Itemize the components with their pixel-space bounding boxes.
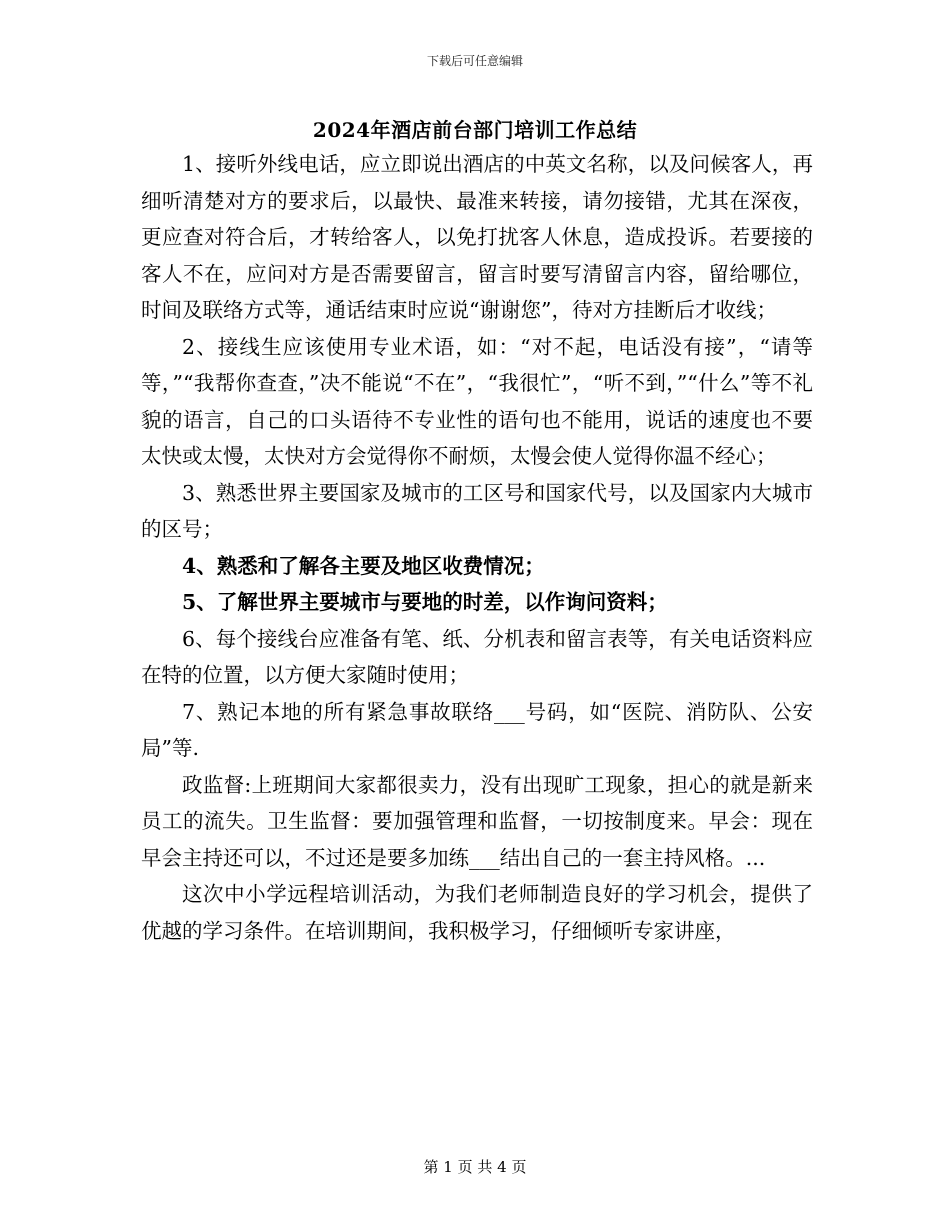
paragraph-9: 这次中小学远程培训活动，为我们老师制造良好的学习机会，提供了优越的学习条件。在培训期间，我积极学习，仔细倾听专家讲座， xyxy=(141,882,813,943)
paragraph-7: 7、熟记本地的所有紧急事故联络___号码，如“医院、消防队、公安局”等. xyxy=(141,699,813,760)
paragraph-1: 1、接听外线电话，应立即说出酒店的中英文名称，以及问候客人，再细听清楚对方的要求后，以最快、最准来转接，请勿接错，尤其在深夜，更应查对符合后，才转给客人，以免打扰客人休息，造成投诉。若要接的客人不在，应问对方是否需要留言，留言时要写清留言内容，留给哪位，时间及联络方式等，通话结束时应说“谢谢您”，待对方挂断后才收线； xyxy=(141,152,813,322)
document-title: 2024年酒店前台部门培训工作总结 xyxy=(312,118,638,142)
paragraph-6: 6、每个接线台应准备有笔、纸、分机表和留言表等，有关电话资料应在特的位置，以方便大家随时使用； xyxy=(141,626,813,687)
paragraph-5-bold: 5、了解世界主要城市与要地的时差，以作询问资料； xyxy=(182,590,668,614)
paragraph-3: 3、熟悉世界主要国家及城市的工区号和国家代号，以及国家内大城市的区号； xyxy=(141,480,813,541)
page-footer: 第 1 页 共 4 页 xyxy=(423,1158,527,1176)
header-note: 下载后可任意编辑 xyxy=(426,54,523,68)
paragraph-2: 2、接线生应该使用专业术语，如：“对不起，电话没有接”，“请等等，”“我帮你查查，”决不能说“不在”，“我很忙”，“听不到，”“什么”等不礼貌的语言，自己的口头语待不专业性的语句也不能用，说话的速度也不要太快或太慢，太快对方会觉得你不耐烦，太慢会使人觉得你温不经心； xyxy=(141,334,813,468)
paragraph-4-bold: 4、熟悉和了解各主要及地区收费情况； xyxy=(182,553,545,578)
paragraph-8: 政监督:上班期间大家都很卖力，没有出现旷工现象，担心的就是新来员工的流失。卫生监督：要加强管理和监督，一切按制度来。早会：现在早会主持还可以，不过还是要多加练___结出自己的一套主持风格。... xyxy=(141,772,813,870)
document-body xyxy=(141,146,813,949)
